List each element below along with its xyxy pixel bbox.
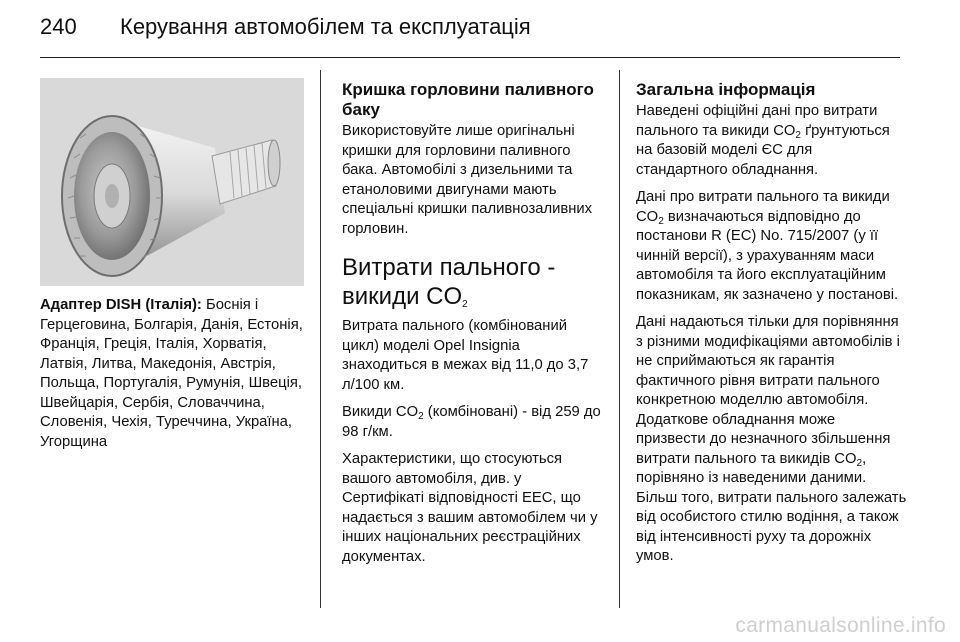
column-2 [342, 80, 604, 575]
text: Дані надаються тільки для порівняння з різними модифікаціями автомобілів і не сприймаються як гарантія фактичного рівня витрати пального конкретною моделлю автомобіля. Додаткове обладнання може призвести до незначного збільшення витрати пального та викидів CO [636, 314, 900, 467]
section-heading-fuel-cap: Кришка горловини паливного баку [342, 80, 594, 119]
heading-subscript: 2 [462, 299, 468, 310]
column-3 [636, 80, 908, 575]
subscript: 2 [795, 129, 801, 141]
fuel-cap-paragraph: Використовуйте лише оригінальні кришки для горловини паливного бака. Автомобілі з дизельними та етаноловими двигунами мають спеціальні кришки паливнозаливних горловин. [342, 123, 593, 237]
figure-caption [40, 296, 310, 452]
text: Викиди CO [342, 404, 419, 420]
emissions-paragraph [342, 403, 604, 442]
text: , порівняно із наведеними даними. Більш того, витрати пального залежать від особистого стилю водіння, а також від інтенсивності руху та дорожніх умов. [636, 450, 907, 564]
subscript: 2 [418, 411, 424, 422]
column-1 [40, 296, 310, 460]
general-info-paragraph-2 [636, 188, 908, 305]
consumption-paragraph: Витрата пального (комбінований цикл) моделі Opel Insignia знаходиться в межах від 11,0 до 3,7 л/100 км. [342, 318, 589, 393]
subscript: 2 [658, 215, 664, 227]
text: ґрунтуються на базовій моделі ЄС для стандартного обладнання. [636, 122, 890, 178]
section-heading-fuel-consumption [342, 253, 604, 311]
header-divider [40, 57, 900, 58]
heading-text: Витрати пального - викиди CO [342, 254, 556, 310]
characteristics-paragraph: Характеристики, що стосуються вашого автомобіля, див. у Сертифікаті відповідності ЕЕС, що надається з вашим автомобілем чи у інших національних реєстраційних документах. [342, 451, 598, 565]
column-divider-left [320, 70, 321, 608]
column-divider-right [619, 70, 620, 608]
text: визначаються відповідно до постанови R (EC) No. 715/2007 (у її чинній версії), з урахуванням маси автомобіля та його експлуатаційним показникам, як зазначено у постанові. [636, 208, 899, 303]
caption-countries: Боснія і Герцеговина, Болгарія, Данія, Естонія, Франція, Греція, Італія, Хорватія, Латвія, Литва, Македонія, Австрія, Польща, Португалія, Румунія, Швеція, Швейцарія, Сербія, Словаччина, Словенія, Чехія, Туреччина, Україна, Угорщина [40, 297, 303, 450]
text: Наведені офіційні дані про витрати пального та викиди CO [636, 103, 878, 139]
caption-label: Адаптер DISH (Італія): [40, 297, 202, 313]
watermark: carmanualsonline.info [735, 614, 946, 637]
section-heading-general-info: Загальна інформація [636, 80, 816, 99]
page-number: 240 [40, 14, 77, 39]
general-info-paragraph-3 [636, 313, 908, 567]
subscript: 2 [856, 457, 863, 469]
general-info-paragraph-1 [636, 102, 908, 180]
text: (комбіновані) - від 259 до 98 г/км. [342, 404, 601, 440]
text: Дані про витрати пального та викиди CO [636, 189, 890, 225]
page-header-title: Керування автомобілем та експлуатація [120, 14, 531, 39]
fuel-filler-adapter-image [40, 78, 304, 286]
